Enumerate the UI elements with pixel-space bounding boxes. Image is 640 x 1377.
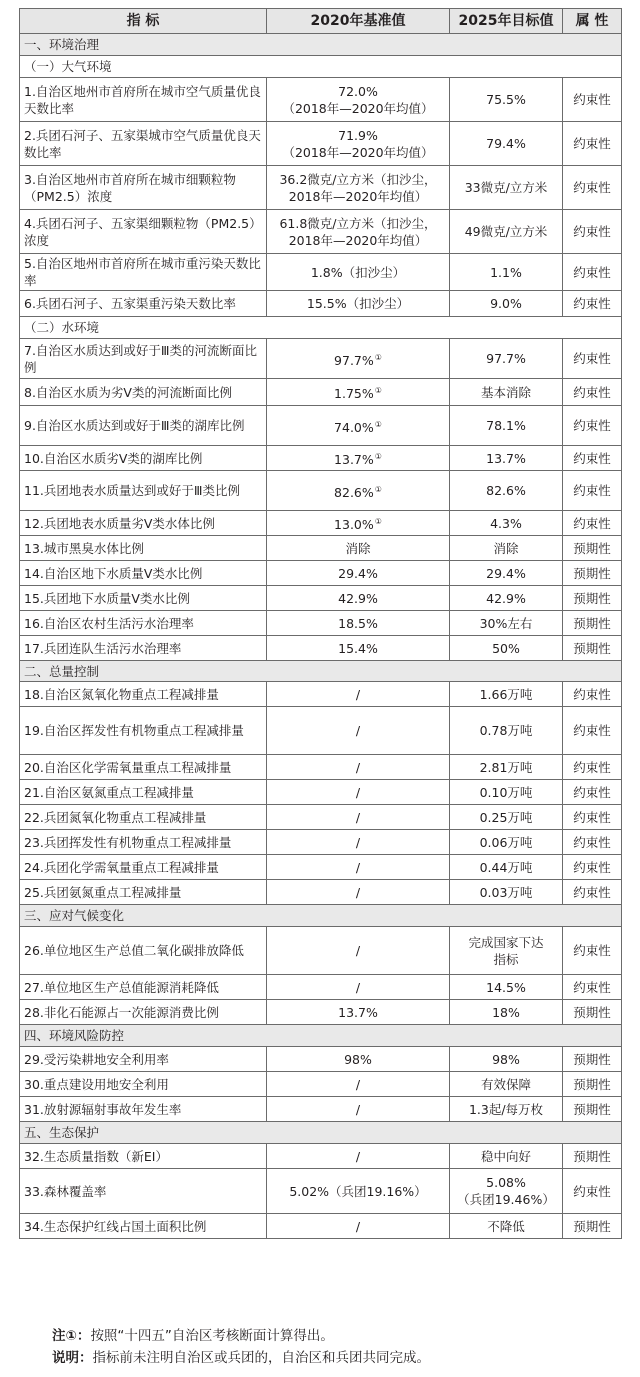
- footnote: [52, 1325, 430, 1347]
- indicator-name: 16.自治区农村生活污水治理率: [20, 611, 267, 636]
- header-attr: 属 性: [563, 9, 622, 34]
- indicator-name: 14.自治区地下水质量Ⅴ类水比例: [20, 561, 267, 586]
- target-value-text: 1.3起/每万枚: [468, 1101, 544, 1117]
- base-value-text: /: [355, 979, 361, 995]
- base-value: [267, 636, 450, 661]
- target-value-text: 基本消除: [480, 384, 531, 400]
- table-row: [20, 975, 622, 1000]
- table-row: [20, 1047, 622, 1072]
- base-value-text: 1.75%: [334, 386, 374, 401]
- target-value: [450, 707, 563, 755]
- table-row: [20, 586, 622, 611]
- target-value: [450, 1000, 563, 1025]
- target-value-text: 0.10万吨: [479, 784, 533, 800]
- target-value-text: 0.78万吨: [479, 723, 533, 738]
- target-value: [450, 586, 563, 611]
- attribute: 约束性: [563, 880, 622, 905]
- section-row: [20, 661, 622, 682]
- target-value-text: 不降低: [487, 1218, 525, 1234]
- table-row: [20, 406, 622, 446]
- target-value-text: 79.4%: [486, 136, 526, 151]
- target-value-text: 98%: [492, 1051, 520, 1067]
- attribute: 约束性: [563, 830, 622, 855]
- base-value-text: /: [355, 1148, 361, 1164]
- base-value: [267, 471, 450, 511]
- target-value-text: 稳中向好: [480, 1148, 531, 1164]
- base-value-text: 18.5%: [338, 615, 378, 631]
- base-value: [267, 536, 450, 561]
- header-base: 2020年基准值: [267, 9, 450, 34]
- attribute: 约束性: [563, 78, 622, 122]
- target-value-text: 18%: [492, 1004, 520, 1020]
- table-row: [20, 511, 622, 536]
- table-row: [20, 471, 622, 511]
- base-value-text: /: [355, 859, 361, 875]
- table-row: [20, 636, 622, 661]
- target-value: [450, 1072, 563, 1097]
- base-value: [267, 682, 450, 707]
- base-value: [267, 1047, 450, 1072]
- subsection-row: [20, 56, 622, 78]
- table-row: [20, 682, 622, 707]
- target-value: [450, 805, 563, 830]
- footnote-mark: ①: [374, 484, 382, 494]
- target-value: [450, 561, 563, 586]
- indicator-name: 2.兵团石河子、五家渠城市空气质量优良天数比率: [20, 122, 267, 166]
- indicator-name: 15.兵团地下水质量Ⅴ类水比例: [20, 586, 267, 611]
- base-value: [267, 1072, 450, 1097]
- attribute: 约束性: [563, 707, 622, 755]
- table-row: [20, 855, 622, 880]
- target-value: [450, 210, 563, 254]
- table-row: [20, 830, 622, 855]
- attribute: 约束性: [563, 122, 622, 166]
- target-value: [450, 291, 563, 317]
- footnote-mark: ①: [374, 419, 382, 429]
- target-value: [450, 682, 563, 707]
- attribute: 约束性: [563, 855, 622, 880]
- base-value-line2: 2018年—2020年均值）: [288, 232, 428, 248]
- target-value: [450, 379, 563, 406]
- indicator-name: 21.自治区氨氮重点工程减排量: [20, 780, 267, 805]
- base-value-text: /: [355, 1218, 361, 1234]
- indicator-name: 29.受污染耕地安全利用率: [20, 1047, 267, 1072]
- indicator-name: 27.单位地区生产总值能源消耗降低: [20, 975, 267, 1000]
- table-row: [20, 536, 622, 561]
- base-value: [267, 122, 450, 166]
- subsection-title: （一）大气环境: [20, 56, 622, 78]
- section-row: [20, 905, 622, 927]
- base-value-text: 42.9%: [338, 590, 378, 606]
- target-value-line2: 指标: [493, 951, 519, 967]
- header-target: 2025年目标值: [450, 9, 563, 34]
- section-row: [20, 1025, 622, 1047]
- base-value: [267, 707, 450, 755]
- table-row: [20, 1072, 622, 1097]
- base-value-text: /: [355, 784, 361, 800]
- explanation-text: 指标前未注明自治区或兵团的，自治区和兵团共同完成。: [92, 1350, 430, 1366]
- section-title: 四、环境风险防控: [20, 1025, 622, 1047]
- indicator-name: 6.兵团石河子、五家渠重污染天数比率: [20, 291, 267, 317]
- indicator-name: 19.自治区挥发性有机物重点工程减排量: [20, 707, 267, 755]
- indicator-name: 5.自治区地州市首府所在城市重污染天数比率: [20, 254, 267, 291]
- base-value-line2: （2018年—2020年均值）: [282, 100, 434, 116]
- table-row: [20, 755, 622, 780]
- attribute: 约束性: [563, 254, 622, 291]
- table-row: [20, 291, 622, 317]
- footnote-mark: ①: [374, 517, 382, 526]
- notes: [52, 1325, 430, 1369]
- target-value-text: 9.0%: [490, 296, 522, 311]
- table-row: [20, 1214, 622, 1239]
- target-value: [450, 446, 563, 471]
- indicator-name: 33.森林覆盖率: [20, 1169, 267, 1214]
- attribute: 预期性: [563, 1144, 622, 1169]
- attribute: 预期性: [563, 586, 622, 611]
- attribute: 预期性: [563, 1214, 622, 1239]
- target-value: [450, 1097, 563, 1122]
- table-row: [20, 880, 622, 905]
- target-value: [450, 1214, 563, 1239]
- base-value: [267, 927, 450, 975]
- base-value: [267, 379, 450, 406]
- target-value-text: 13.7%: [486, 450, 526, 466]
- section-row: [20, 34, 622, 56]
- target-value: [450, 1144, 563, 1169]
- attribute: 预期性: [563, 1072, 622, 1097]
- base-value-text: 消除: [345, 540, 371, 556]
- target-value-text: 33微克/立方米: [464, 180, 548, 195]
- indicator-name: 12.兵团地表水质量劣Ⅴ类水体比例: [20, 511, 267, 536]
- base-value-text: 13.0%: [334, 517, 374, 532]
- base-value: [267, 339, 450, 379]
- base-value: [267, 291, 450, 317]
- indicator-name: 22.兵团氮氧化物重点工程减排量: [20, 805, 267, 830]
- base-value-text: 36.2微克/立方米（扣沙尘，: [279, 171, 437, 187]
- target-value-text: 0.03万吨: [479, 884, 533, 900]
- target-value: [450, 927, 563, 975]
- attribute: 约束性: [563, 975, 622, 1000]
- base-value-text: 71.9%: [338, 127, 378, 143]
- table-row: [20, 707, 622, 755]
- section-row: [20, 1122, 622, 1144]
- table-row: [20, 1097, 622, 1122]
- table-row: [20, 446, 622, 471]
- target-value-line2: （兵团19.46%）: [457, 1192, 555, 1207]
- indicator-name: 17.兵团连队生活污水治理率: [20, 636, 267, 661]
- base-value: [267, 1097, 450, 1122]
- base-value: [267, 1214, 450, 1239]
- table-row: [20, 254, 622, 291]
- indicator-name: 3.自治区地州市首府所在城市细颗粒物（PM2.5）浓度: [20, 166, 267, 210]
- target-value: [450, 78, 563, 122]
- attribute: 预期性: [563, 611, 622, 636]
- target-value-text: 4.3%: [490, 515, 522, 531]
- table-row: [20, 166, 622, 210]
- base-value-text: 13.7%: [334, 452, 374, 467]
- target-value: [450, 166, 563, 210]
- table-row: [20, 122, 622, 166]
- target-value-text: 49微克/立方米: [464, 224, 548, 239]
- table-row: [20, 780, 622, 805]
- footnote-mark: ①: [374, 452, 382, 461]
- target-value: [450, 254, 563, 291]
- base-value: [267, 805, 450, 830]
- base-value-text: /: [355, 1076, 361, 1092]
- attribute: 约束性: [563, 471, 622, 511]
- attribute: 预期性: [563, 1047, 622, 1072]
- indicator-name: 18.自治区氮氧化物重点工程减排量: [20, 682, 267, 707]
- base-value-text: 72.0%: [338, 83, 378, 99]
- base-value: [267, 975, 450, 1000]
- base-value-text: 29.4%: [338, 565, 378, 581]
- indicator-name: 4.兵团石河子、五家渠细颗粒物（PM2.5）浓度: [20, 210, 267, 254]
- base-value: [267, 1000, 450, 1025]
- base-value-text: /: [355, 1101, 361, 1117]
- subsection-row: [20, 317, 622, 339]
- target-value-text: 消除: [493, 540, 519, 556]
- target-value: [450, 755, 563, 780]
- attribute: 约束性: [563, 1169, 622, 1214]
- attribute: 约束性: [563, 446, 622, 471]
- target-value: [450, 536, 563, 561]
- indicator-table: [19, 8, 622, 1239]
- base-value: [267, 1144, 450, 1169]
- indicator-name: 10.自治区水质劣Ⅴ类的湖库比例: [20, 446, 267, 471]
- table-row: [20, 561, 622, 586]
- attribute: 约束性: [563, 805, 622, 830]
- indicator-name: 31.放射源辐射事故年发生率: [20, 1097, 267, 1122]
- indicator-name: 25.兵团氨氮重点工程减排量: [20, 880, 267, 905]
- base-value-text: /: [355, 834, 361, 850]
- indicator-name: 9.自治区水质达到或好于Ⅲ类的湖库比例: [20, 406, 267, 446]
- header-row: [20, 9, 622, 34]
- base-value: [267, 755, 450, 780]
- target-value-text: 42.9%: [486, 590, 526, 606]
- base-value-text: 74.0%: [334, 419, 374, 435]
- base-value-text: /: [355, 686, 361, 702]
- table-row: [20, 611, 622, 636]
- section-title: 二、总量控制: [20, 661, 622, 682]
- explanation: [52, 1347, 430, 1369]
- base-value: [267, 855, 450, 880]
- attribute: 约束性: [563, 511, 622, 536]
- target-value-text: 75.5%: [486, 92, 526, 107]
- attribute: 预期性: [563, 536, 622, 561]
- base-value: [267, 611, 450, 636]
- attribute: 约束性: [563, 927, 622, 975]
- base-value: [267, 830, 450, 855]
- table-row: [20, 805, 622, 830]
- target-value-text: 完成国家下达: [468, 934, 544, 950]
- base-value-text: /: [355, 884, 361, 900]
- indicator-name: 24.兵团化学需氧量重点工程减排量: [20, 855, 267, 880]
- target-value-text: 0.06万吨: [479, 834, 533, 850]
- base-value-text: /: [355, 759, 361, 775]
- target-value: [450, 636, 563, 661]
- explanation-label: 说明：: [52, 1350, 93, 1366]
- attribute: 预期性: [563, 1097, 622, 1122]
- table-row: [20, 210, 622, 254]
- base-value: [267, 880, 450, 905]
- target-value-text: 50%: [492, 640, 520, 656]
- section-title: 一、环境治理: [20, 34, 622, 56]
- table-row: [20, 1000, 622, 1025]
- target-value: [450, 611, 563, 636]
- target-value: [450, 975, 563, 1000]
- base-value-text: 98%: [344, 1051, 372, 1067]
- footnote-mark: ①: [374, 352, 382, 362]
- target-value-text: 0.44万吨: [479, 859, 533, 875]
- attribute: 约束性: [563, 339, 622, 379]
- target-value-text: 97.7%: [486, 351, 526, 366]
- table-body: [20, 9, 622, 1239]
- attribute: 约束性: [563, 291, 622, 317]
- base-value-text: 61.8微克/立方米（扣沙尘，: [279, 215, 437, 231]
- target-value: [450, 1047, 563, 1072]
- target-value: [450, 880, 563, 905]
- target-value-text: 0.25万吨: [479, 809, 533, 825]
- target-value: [450, 780, 563, 805]
- target-value-text: 1.66万吨: [479, 686, 533, 702]
- base-value-text: /: [355, 943, 361, 958]
- target-value: [450, 830, 563, 855]
- base-value: [267, 1169, 450, 1214]
- attribute: 约束性: [563, 755, 622, 780]
- target-value-text: 29.4%: [486, 565, 526, 581]
- base-value: [267, 561, 450, 586]
- base-value-line2: （2018年—2020年均值）: [282, 144, 434, 160]
- attribute: 约束性: [563, 379, 622, 406]
- attribute: 约束性: [563, 210, 622, 254]
- indicator-name: 13.城市黑臭水体比例: [20, 536, 267, 561]
- target-value-text: 2.81万吨: [479, 759, 533, 775]
- base-value-text: /: [355, 723, 361, 738]
- target-value-text: 1.1%: [490, 264, 522, 280]
- table-row: [20, 379, 622, 406]
- base-value: [267, 78, 450, 122]
- indicator-name: 30.重点建设用地安全利用: [20, 1072, 267, 1097]
- table-row: [20, 339, 622, 379]
- subsection-title: （二）水环境: [20, 317, 622, 339]
- target-value-text: 82.6%: [486, 483, 526, 498]
- indicator-name: 7.自治区水质达到或好于Ⅲ类的河流断面比例: [20, 339, 267, 379]
- target-value: [450, 855, 563, 880]
- table-row: [20, 1144, 622, 1169]
- indicator-name: 20.自治区化学需氧量重点工程减排量: [20, 755, 267, 780]
- base-value-text: 1.8%（扣沙尘）: [310, 264, 406, 280]
- base-value: [267, 780, 450, 805]
- indicator-name: 23.兵团挥发性有机物重点工程减排量: [20, 830, 267, 855]
- indicator-name: 34.生态保护红线占国土面积比例: [20, 1214, 267, 1239]
- target-value-text: 78.1%: [486, 418, 526, 433]
- attribute: 预期性: [563, 1000, 622, 1025]
- indicator-name: 32.生态质量指数（新EI）: [20, 1144, 267, 1169]
- target-value: [450, 471, 563, 511]
- footnote-text: 按照“十四五”自治区考核断面计算得出。: [90, 1328, 334, 1344]
- base-value: [267, 166, 450, 210]
- table-row: [20, 927, 622, 975]
- base-value: [267, 406, 450, 446]
- base-value: [267, 254, 450, 291]
- indicator-name: 11.兵团地表水质量达到或好于Ⅲ类比例: [20, 471, 267, 511]
- target-value: [450, 511, 563, 536]
- section-title: 三、应对气候变化: [20, 905, 622, 927]
- target-value: [450, 1169, 563, 1214]
- footnote-label: 注①：: [52, 1328, 91, 1344]
- base-value: [267, 586, 450, 611]
- base-value: [267, 210, 450, 254]
- table-row: [20, 78, 622, 122]
- base-value-text: 15.5%（扣沙尘）: [306, 296, 410, 311]
- table-row: [20, 1169, 622, 1214]
- attribute: 约束性: [563, 780, 622, 805]
- indicator-name: 26.单位地区生产总值二氧化碳排放降低: [20, 927, 267, 975]
- base-value-text: 15.4%: [338, 640, 378, 656]
- target-value-text: 5.08%: [486, 1175, 526, 1190]
- section-title: 五、生态保护: [20, 1122, 622, 1144]
- attribute: 约束性: [563, 166, 622, 210]
- target-value-text: 有效保障: [480, 1076, 531, 1092]
- attribute: 约束性: [563, 406, 622, 446]
- target-value: [450, 122, 563, 166]
- base-value-line2: 2018年—2020年均值）: [288, 188, 428, 204]
- indicator-name: 1.自治区地州市首府所在城市空气质量优良天数比率: [20, 78, 267, 122]
- target-value: [450, 339, 563, 379]
- base-value-text: 97.7%: [334, 352, 374, 368]
- base-value-text: /: [355, 809, 361, 825]
- base-value: [267, 511, 450, 536]
- footnote-mark: ①: [374, 386, 382, 395]
- target-value: [450, 406, 563, 446]
- indicator-name: 8.自治区水质为劣Ⅴ类的河流断面比例: [20, 379, 267, 406]
- base-value-text: 13.7%: [338, 1004, 378, 1020]
- target-value-text: 14.5%: [486, 979, 526, 995]
- base-value-text: 82.6%: [334, 484, 374, 500]
- header-indicator: 指 标: [20, 9, 267, 34]
- attribute: 预期性: [563, 561, 622, 586]
- base-value: [267, 446, 450, 471]
- base-value-text: 5.02%（兵团19.16%）: [289, 1183, 427, 1199]
- attribute: 约束性: [563, 682, 622, 707]
- attribute: 预期性: [563, 636, 622, 661]
- indicator-name: 28.非化石能源占一次能源消费比例: [20, 1000, 267, 1025]
- target-value-text: 30%左右: [479, 615, 533, 631]
